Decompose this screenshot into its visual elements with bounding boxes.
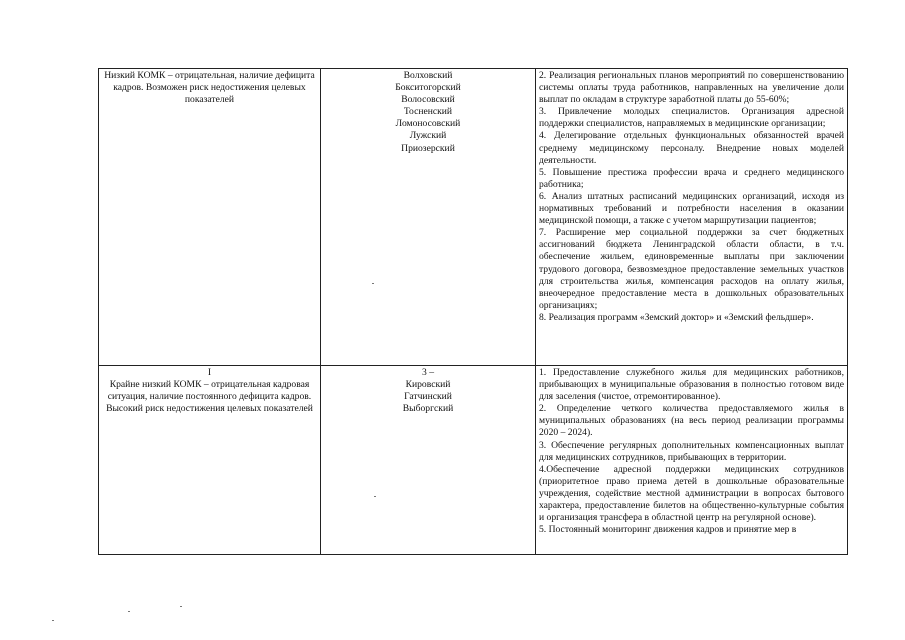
level-description: Крайне низкий КОМК – отрицательная кадровая ситуация, наличие постоянного дефицита кадров. Высокий риск недостижения целевых показателей xyxy=(106,379,313,415)
district-name: Ломоносовский xyxy=(395,118,461,130)
districts-cell xyxy=(321,366,536,555)
measure-item: 5. Постоянный мониторинг движения кадров и принятие мер в xyxy=(539,524,797,536)
district-name: Волосовский xyxy=(401,94,455,106)
district-name: Лужский xyxy=(409,130,447,142)
measure-item: 4.Обеспечение адресной поддержки медицинских сотрудников (приоритетное право приема детей в дошкольные образовательные учреждения, содействие местной администрации в вопросах бытового характера, предоставление билетов на общественно-культурные события и организация трансфера в областной центр на регулярной основе). xyxy=(539,463,844,524)
scan-speck xyxy=(372,283,374,284)
district-name: Бокситогорский xyxy=(395,82,461,94)
district-name: Кировский xyxy=(405,379,451,391)
measure-item: 5. Повышение престижа профессии врача и среднего медицинского работника; xyxy=(539,166,844,190)
district-name: Гатчинский xyxy=(404,391,452,403)
district-name: Выборгский xyxy=(402,403,454,415)
measure-item: 1. Предоставление служебного жилья для медицинских работников, прибывающих в муниципальные образования в полностью готовом виде для заселения (чистое, отремонтированное). xyxy=(539,367,844,403)
scan-speck xyxy=(180,606,182,607)
measures-cell xyxy=(536,366,848,555)
district-name: Волховский xyxy=(403,70,453,81)
districts-cell xyxy=(321,69,536,366)
scan-speck xyxy=(128,611,130,612)
district-name: Приозерский xyxy=(401,142,455,154)
district-name: Тосненский xyxy=(403,106,453,118)
measures-table xyxy=(98,68,848,555)
measure-item: 7. Расширение мер социальной поддержки за счет бюджетных ассигнований бюджета Ленинградской области области, в т.ч. обеспечение жильем, единовременные выплаты при заключении трудового договора, безвозмездное предоставление земельных участков для строительства жилья, компенсация расходов на оплату жилья, внеочередное предоставление места в дошкольных образовательных организациях; xyxy=(539,227,844,311)
scan-speck xyxy=(52,620,54,621)
risk-level-cell xyxy=(99,69,321,366)
level-description: Низкий КОМК – отрицательная, наличие дефицита кадров. Возможен риск недостижения целевых показателей xyxy=(104,70,315,106)
scan-speck xyxy=(374,496,376,497)
measure-item: 8. Реализация программ «Земский доктор» и «Земский фельдшер». xyxy=(539,311,814,323)
districts-header: 3 – xyxy=(422,367,434,378)
risk-level-cell xyxy=(99,366,321,555)
measures-cell xyxy=(536,69,848,366)
measure-item: 2. Реализация региональных планов мероприятий по совершенствованию системы оплаты труда работников, направленных на увеличение доли выплат по окладам в структуре заработной платы до 55-60%; xyxy=(539,70,844,106)
table-row xyxy=(99,69,848,366)
level-label: I xyxy=(207,367,212,378)
measure-item: 3. Привлечение молодых специалистов. Организация адресной поддержки специалистов, направляемых в медицинские организации; xyxy=(539,106,844,130)
measure-item: 3. Обеспечение регулярных дополнительных компенсационных выплат для медицинских сотрудников, прибывающих в территории. xyxy=(539,439,844,463)
measure-item: 4. Делегирование отдельных функциональных обязанностей врачей среднему медицинскому персоналу. Внедрение новых моделей деятельности. xyxy=(539,130,844,166)
measure-item: 2. Определение четкого количества предоставляемого жилья в муниципальных образованиях (на весь период реализации программы 2020 – 2024). xyxy=(539,403,844,439)
measure-item: 6. Анализ штатных расписаний медицинских организаций, исходя из нормативных требований и потребности населения в оказании медицинской помощи, а также с учетом маршрутизации пациентов; xyxy=(539,190,844,227)
table-row xyxy=(99,366,848,555)
